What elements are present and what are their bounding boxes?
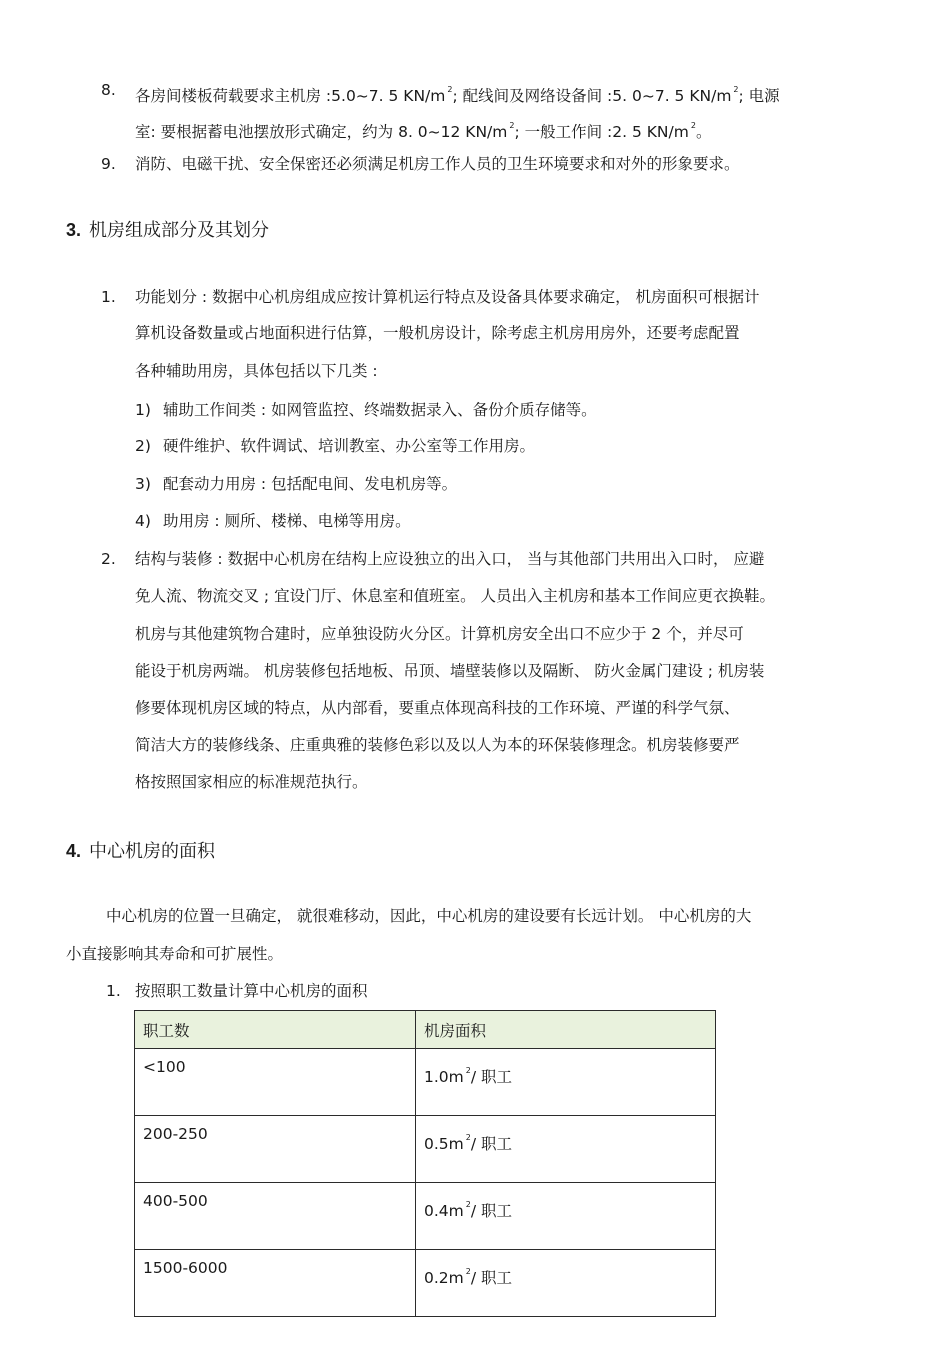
s3-item-2-line-4: 能设于机房两端。 机房装修包括地板、吊顶、墙壁装修以及隔断、 防火金属门建设 ; 机房装 [135,662,765,680]
staff-count-cell: 1500-6000 [135,1250,416,1317]
area-table [134,1010,716,1317]
staff-count-cell: 400-500 [135,1183,416,1250]
item-8-line-2: 室: 要根据蓄电池摆放形式确定，约为 8. 0~12 KN/m $^2$; 一般工作间 :2. 5 KN/m $^2$。 [135,121,712,141]
s4-paragraph-line-2: 小直接影响其寿命和可扩展性。 [66,945,284,963]
s4-item-1-text: 按照职工数量计算中心机房的面积 [135,982,368,1000]
s3-item-2-number: 2. [101,550,116,568]
s3-item-2-line-6: 简洁大方的装修线条、庄重典雅的装修色彩以及以人为本的环保装修理念。机房装修要严 [135,736,740,754]
sub-item-1-number: 1) [135,401,151,419]
header-staff-count: 职工数 [135,1011,416,1049]
table-row [135,1250,716,1317]
room-area-cell: 1.0m $^2$/ 职工 [416,1049,716,1116]
room-area-cell: 0.2m $^2$/ 职工 [416,1250,716,1317]
sub-item-4-text: 助用房 : 厕所、楼梯、电梯等用房。 [163,512,411,530]
item-8-number: 8. [101,81,116,99]
item-8-line-1: 各房间楼板荷载要求主机房 :5.0~7. 5 KN/m $^2$; 配线间及网络设备间 :5. 0~7. 5 KN/m $^2$; 电源 [135,85,780,105]
table-row [135,1049,716,1116]
section-4-heading: 4. 中心机房的面积 [66,841,216,862]
sub-item-4-number: 4) [135,512,151,530]
table-row [135,1116,716,1183]
room-area-cell: 0.4m $^2$/ 职工 [416,1183,716,1250]
item-9-text: 消防、电磁干扰、安全保密还必须满足机房工作人员的卫生环境要求和对外的形象要求。 [135,155,740,173]
s3-item-2-line-2: 免人流、物流交叉 ; 宜设门厅、休息室和值班室。 人员出入主机房和基本工作间应更衣换鞋。 [135,587,776,605]
s3-item-1-number: 1. [101,288,116,306]
s3-item-1-line-3: 各种辅助用房，具体包括以下几类 : [135,362,378,380]
staff-count-cell: <100 [135,1049,416,1116]
sub-item-3-text: 配套动力用房 : 包括配电间、发电机房等。 [163,475,458,493]
s3-item-2-line-1: 结构与装修 : 数据中心机房在结构上应设独立的出入口， 当与其他部门共用出入口时， 应避 [135,550,765,568]
section-3-heading: 3. 机房组成部分及其划分 [66,220,270,241]
s3-item-2-line-7: 格按照国家相应的标准规范执行。 [135,773,368,791]
table-row [135,1183,716,1250]
sub-item-2-text: 硬件维护、软件调试、培训教室、办公室等工作用房。 [163,437,536,455]
item-9-number: 9. [101,155,116,173]
s4-item-1-number: 1. [106,982,121,1000]
s3-item-1-line-2: 算机设备数量或占地面积进行估算，一般机房设计，除考虑主机房用房外，还要考虑配置 [135,324,740,342]
header-room-area: 机房面积 [416,1011,716,1049]
s4-paragraph-line-1: 中心机房的位置一旦确定， 就很难移动，因此，中心机房的建设要有长远计划。 中心机房的大 [106,907,752,925]
sub-item-2-number: 2) [135,437,151,455]
table-header-row [135,1011,716,1049]
staff-count-cell: 200-250 [135,1116,416,1183]
sub-item-1-text: 辅助工作间类 : 如网管监控、终端数据录入、备份介质存储等。 [163,401,597,419]
s3-item-2-line-5: 修要体现机房区域的特点，从内部看，要重点体现高科技的工作环境、严谨的科学气氛、 [135,699,740,717]
s3-item-1-line-1: 功能划分 : 数据中心机房组成应按计算机运行特点及设备具体要求确定， 机房面积可根据计 [135,288,760,306]
room-area-cell: 0.5m $^2$/ 职工 [416,1116,716,1183]
sub-item-3-number: 3) [135,475,151,493]
s3-item-2-line-3: 机房与其他建筑物合建时，应单独设防火分区。计算机房安全出口不应少于 2 个，并尽可 [135,625,744,643]
